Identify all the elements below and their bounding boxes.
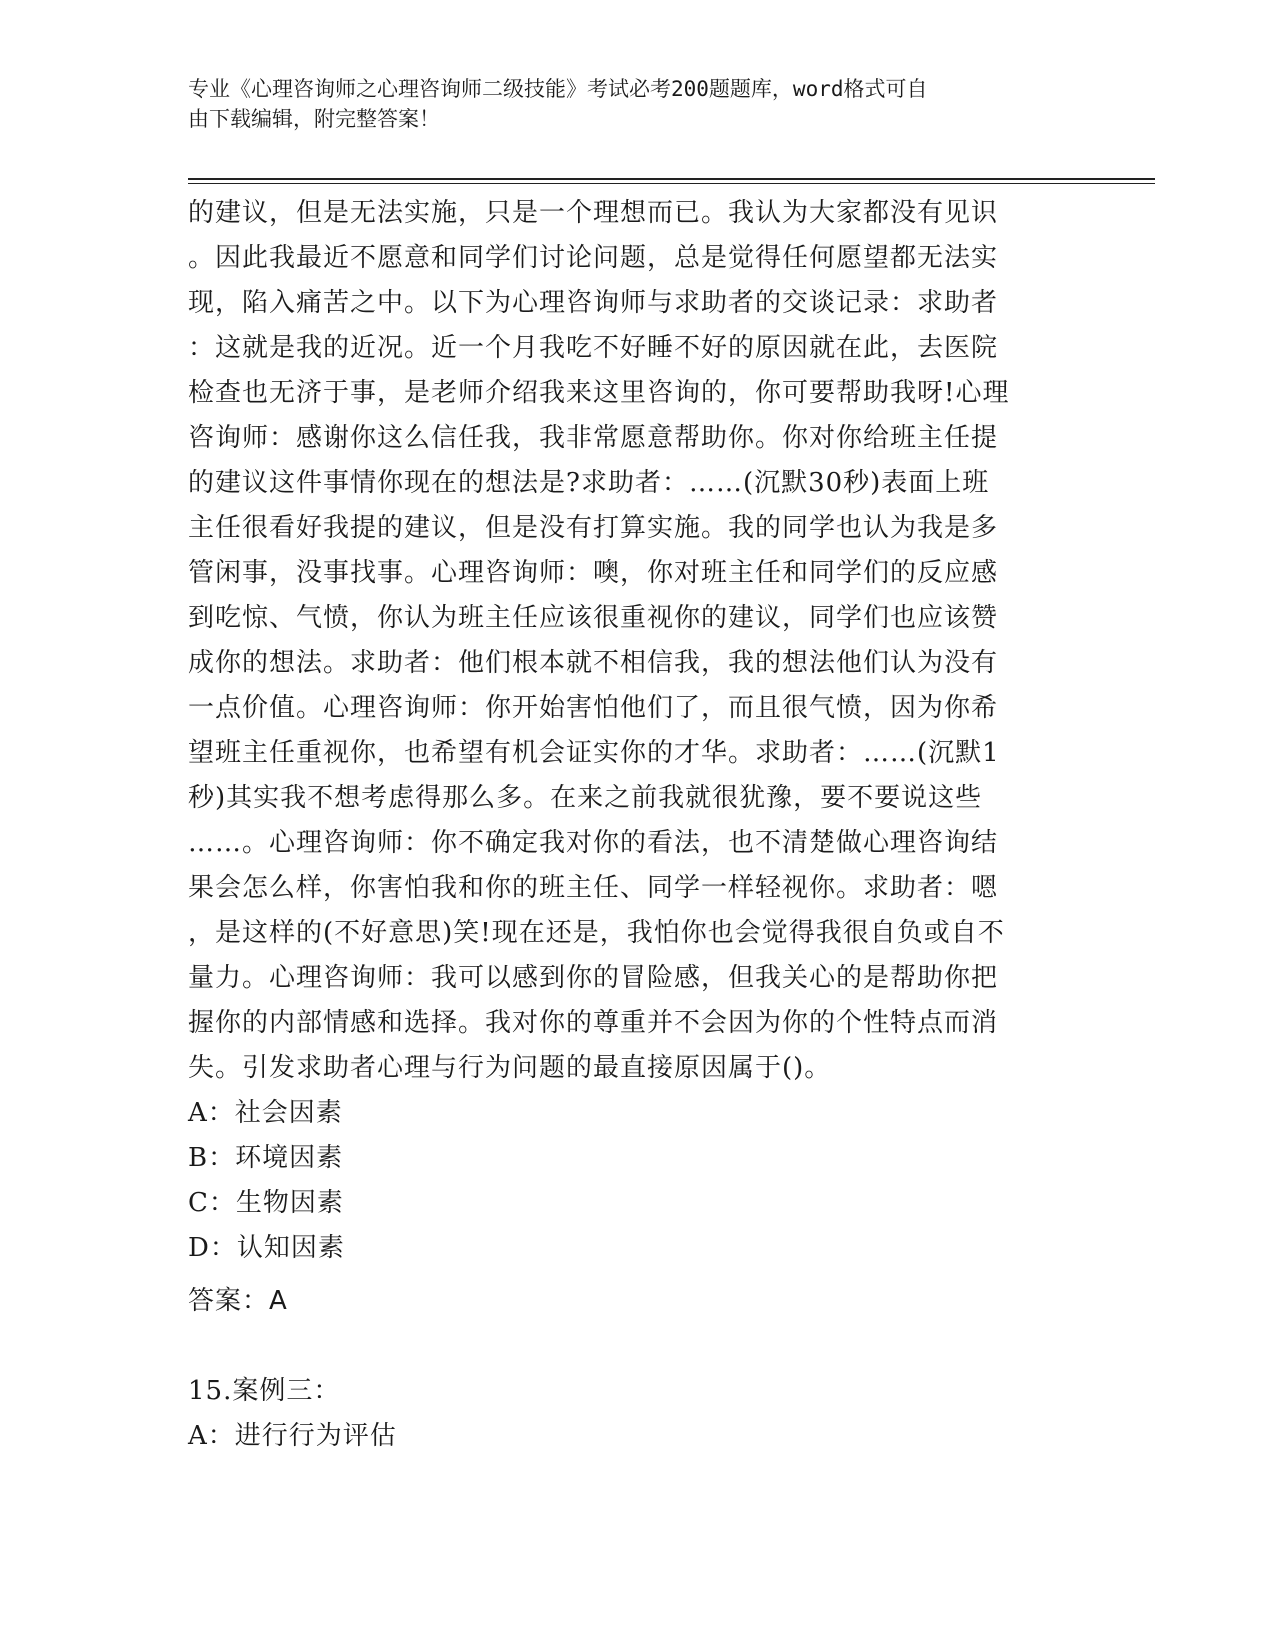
passage-line: 成你的想法。求助者：他们根本就不相信我，我的想法他们认为没有 <box>188 648 999 678</box>
option-a: A：社会因素 <box>188 1098 343 1128</box>
option-b: B：环境因素 <box>188 1143 344 1173</box>
question-15-option-a: A：进行行为评估 <box>188 1421 397 1451</box>
passage-line: 果会怎么样，你害怕我和你的班主任、同学一样轻视你。求助者：嗯 <box>188 873 999 903</box>
passage-line: 握你的内部情感和选择。我对你的尊重并不会因为你的个性特点而消 <box>188 1008 999 1038</box>
passage-line: 的建议，但是无法实施，只是一个理想而已。我认为大家都没有见识 <box>188 198 999 228</box>
header-line-1: 专业《心理咨询师之心理咨询师二级技能》考试必考200题题库，word格式可自 <box>188 77 928 101</box>
passage-line: ：这就是我的近况。近一个月我吃不好睡不好的原因就在此，去医院 <box>188 333 999 363</box>
passage-line: 检查也无济于事，是老师介绍我来这里咨询的，你可要帮助我呀!心理 <box>188 378 1010 408</box>
question-15-title: 15.案例三： <box>188 1376 341 1406</box>
passage-line: 秒)其实我不想考虑得那么多。在来之前我就很犹豫，要不要说这些 <box>188 783 983 813</box>
passage-line: ……。心理咨询师：你不确定我对你的看法，也不清楚做心理咨询结 <box>188 828 999 858</box>
question-body <box>188 191 1088 1271</box>
passage-line: 失。引发求助者心理与行为问题的最直接原因属于()。 <box>188 1053 832 1083</box>
next-question <box>188 1369 397 1459</box>
passage-line: 的建议这件事情你现在的想法是?求助者：……(沉默30秒)表面上班 <box>188 468 990 498</box>
passage-line: 量力。心理咨询师：我可以感到你的冒险感，但我关心的是帮助你把 <box>188 963 999 993</box>
header-line-2: 由下载编辑，附完整答案！ <box>188 107 440 131</box>
option-c: C：生物因素 <box>188 1188 344 1218</box>
passage-line: 。因此我最近不愿意和同学们讨论问题，总是觉得任何愿望都无法实 <box>188 243 999 273</box>
document-header <box>188 74 1068 134</box>
answer-text: 答案：A <box>188 1286 288 1316</box>
header-rule-thin <box>188 183 1155 184</box>
header-rule-thick <box>188 178 1155 180</box>
passage-line: ，是这样的(不好意思)笑!现在还是，我怕你也会觉得我很自负或自不 <box>188 918 1005 948</box>
passage-line: 现，陷入痛苦之中。以下为心理咨询师与求助者的交谈记录：求助者 <box>188 288 999 318</box>
passage-line: 主任很看好我提的建议，但是没有打算实施。我的同学也认为我是多 <box>188 513 999 543</box>
passage-line: 管闲事，没事找事。心理咨询师：噢，你对班主任和同学们的反应感 <box>188 558 999 588</box>
option-d: D：认知因素 <box>188 1233 345 1263</box>
passage-line: 望班主任重视你，也希望有机会证实你的才华。求助者：……(沉默1 <box>188 738 1000 768</box>
passage-line: 到吃惊、气愤，你认为班主任应该很重视你的建议，同学们也应该赞 <box>188 603 999 633</box>
passage-line: 一点价值。心理咨询师：你开始害怕他们了，而且很气愤，因为你希 <box>188 693 999 723</box>
passage-line: 咨询师：感谢你这么信任我，我非常愿意帮助你。你对你给班主任提 <box>188 423 999 453</box>
